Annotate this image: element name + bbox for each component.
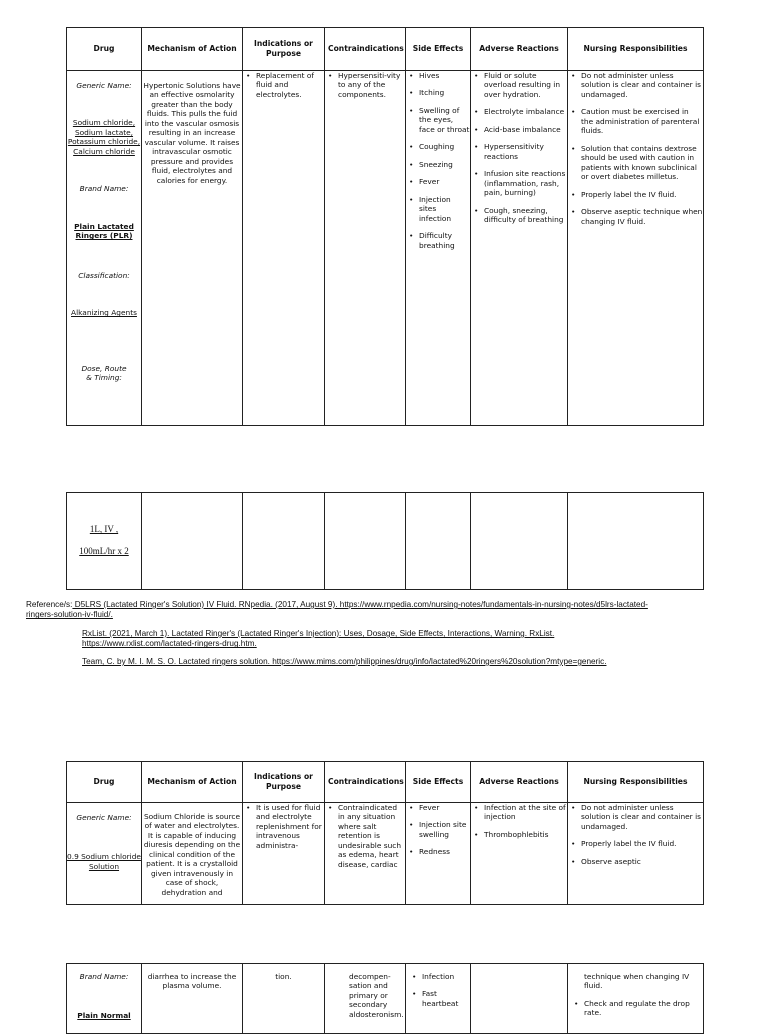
mechanism-cell: Hypertonic Solutions have an effective osmolarity greater than the body fluids. This pulls the fuid into the vascular osmosis resulting in an increase vascular volume. It raises intravascular osmotic pressure and provides fluid, electrolytes and calories for energy. [142, 71, 243, 426]
reference-2 [82, 629, 762, 650]
empty-cell [325, 493, 406, 590]
brand-name-label: Brand Name: [79, 972, 129, 981]
side-effects-cell [406, 964, 471, 1034]
brand-name-value: Plain Normal [77, 1011, 131, 1021]
list-item: • Sneezing [406, 160, 470, 169]
reference-2-text[interactable]: RxList. (2021, March 1). Lactated Ringer's (Lactated Ringer's Injection): Uses, Dosage, Side Effects, Interactions, Warning. RxList. [82, 629, 555, 638]
list-item: • Hives [406, 71, 470, 80]
drug-cell [67, 71, 142, 426]
brand-name-label: Brand Name: [79, 184, 129, 194]
contraindications-cont: decompen-sation and primary or secondary aldosteronism. [349, 972, 404, 1019]
classification-label: Classification: [78, 270, 130, 280]
drug-cell [67, 964, 142, 1034]
side-effects-cell [406, 803, 471, 905]
contraindications-list [325, 71, 405, 99]
list-item: • Injection site swelling [406, 820, 470, 839]
list-item: • Itching [406, 88, 470, 97]
reference-1-cont[interactable]: ringers-solution-iv-fluid/. [26, 610, 113, 620]
indications-list [243, 803, 324, 850]
dose-table-1 [66, 492, 704, 590]
header-adverse-reactions: Adverse Reactions [471, 28, 568, 71]
adverse-reactions-list [471, 71, 567, 225]
list-item: • Properly label the IV fluid. [568, 839, 703, 848]
side-effects-list [406, 71, 470, 250]
header-mechanism: Mechanism of Action [142, 762, 243, 803]
list-item: • Redness [406, 847, 470, 856]
indications-cont: tion. [275, 972, 292, 981]
nursing-list [568, 71, 703, 226]
contraindications-cell [325, 964, 406, 1034]
reference-3-text[interactable]: Team, C. by M. I. M. S. O. Lactated ringers solution. https://www.mims.com/philippines/drug/info/lactated%20ringers%20solution?mtype=generic. [82, 657, 607, 666]
list-item: • Check and regulate the drop rate. [571, 999, 701, 1018]
header-side-effects: Side Effects [406, 28, 471, 71]
list-item: • Electrolyte imbalance [471, 107, 567, 116]
side-effects-cell [406, 71, 471, 426]
header-contraindications: Contraindications [325, 762, 406, 803]
references-label: Reference/s: [26, 600, 73, 609]
reference-3 [82, 657, 762, 667]
mechanism-cell: diarrhea to increase the plasma volume. [142, 964, 243, 1034]
adverse-reactions-cell [471, 964, 568, 1034]
header-drug: Drug [67, 762, 142, 803]
list-item: • Difficulty breathing [406, 231, 470, 250]
header-adverse-reactions: Adverse Reactions [471, 762, 568, 803]
list-item: • Caution must be exercised in the administration of parenteral fluids. [568, 107, 703, 135]
list-item: • Infusion site reactions (inflammation, rash, pain, burning) [471, 169, 567, 197]
brand-name-value: Plain Lactated Ringers (PLR) [74, 221, 134, 241]
list-item: • Contraindicated in any situation where salt retention is undesirable such as edema, heart disease, cardiac [325, 803, 405, 869]
contraindications-cell [325, 803, 406, 905]
reference-2-cont[interactable]: https://www.rxlist.com/lactated-ringers-drug.htm. [82, 639, 257, 649]
indications-cell [243, 964, 325, 1034]
header-contraindications: Contraindications [325, 28, 406, 71]
header-nursing: Nursing Responsibilities [568, 762, 704, 803]
drug-table-2 [66, 761, 704, 905]
drug-table-2-continued [66, 963, 704, 1034]
list-item: • Hypersensitivity reactions [471, 142, 567, 161]
dose-line-1: 1L, IV , [89, 524, 119, 534]
list-item: • It is used for fluid and electrolyte replenishment for intravenous administra- [243, 803, 324, 850]
contraindications-cell [325, 71, 406, 426]
header-drug: Drug [67, 28, 142, 71]
list-item: • Do not administer unless solution is clear and container is undamaged. [568, 803, 703, 831]
generic-name-item: Sodium lactate, [74, 127, 134, 137]
list-item: • Acid-base imbalance [471, 125, 567, 134]
generic-name-label: Generic Name: [76, 813, 132, 822]
empty-cell [471, 493, 568, 590]
nursing-list [571, 999, 701, 1018]
side-effects-list [406, 803, 470, 857]
header-side-effects: Side Effects [406, 762, 471, 803]
generic-name-item: Calcium chloride [73, 146, 135, 156]
list-item: • Fever [406, 803, 470, 812]
list-item: • Observe aseptic technique when changing IV fluid. [568, 207, 703, 226]
generic-name-item: Potassium chloride, [67, 137, 141, 147]
header-indications: Indications or Purpose [243, 28, 325, 71]
mechanism-cell: Sodium Chloride is source of water and electrolytes. It is capable of inducing diuresis depending on the clinical condition of the patient. It is a crystalloid given intravenously in case of shock, dehydration and [142, 803, 243, 905]
generic-name-item: 0.9 Sodium chloride [67, 852, 141, 862]
list-item: • Replacement of fluid and electrolytes. [243, 71, 324, 99]
adverse-reactions-cell [471, 71, 568, 426]
list-item: • Cough, sneezing, difficulty of breathing [471, 206, 567, 225]
list-item: • Fever [406, 177, 470, 186]
nursing-cell [568, 71, 704, 426]
list-item: • Infection [409, 972, 468, 981]
side-effects-list [406, 964, 470, 1008]
list-item: • Hypersensiti-vity to any of the components. [325, 71, 405, 99]
list-item: • Properly label the IV fluid. [568, 190, 703, 199]
list-item: • Thrombophlebitis [471, 830, 567, 839]
list-item: • Observe aseptic [568, 857, 703, 866]
indications-cell [243, 71, 325, 426]
header-mechanism: Mechanism of Action [142, 28, 243, 71]
nursing-list [568, 803, 703, 866]
list-item: • Infection at the site of injection [471, 803, 567, 822]
drug-cell [67, 803, 142, 905]
adverse-reactions-list [471, 803, 567, 839]
nursing-cell [568, 964, 704, 1034]
empty-cell [406, 493, 471, 590]
list-item: • Swelling of the eyes, face or throat [406, 106, 470, 134]
list-item: • Injection sites infection [406, 195, 470, 223]
generic-name-item: Sodium chloride, [72, 118, 136, 128]
dose-cell [67, 493, 142, 590]
empty-cell [568, 493, 704, 590]
drug-table-1 [66, 27, 704, 426]
dose-label: Dose, Route & Timing: [81, 363, 127, 383]
list-item: • Fast heartbeat [409, 989, 468, 1008]
generic-name-item: Solution [88, 861, 120, 871]
classification-value: Alkanizing Agents [71, 308, 137, 318]
list-item: • Fluid or solute overload resulting in over hydration. [471, 71, 567, 99]
nursing-cont: technique when changing IV fluid. [584, 972, 690, 991]
references [26, 600, 761, 621]
header-nursing: Nursing Responsibilities [568, 28, 704, 71]
contraindications-list [325, 803, 405, 869]
reference-1 [26, 600, 761, 610]
reference-1-text[interactable]: D5LRS (Lactated Ringer's Solution) IV Fluid. RNpedia. (2017, August 9). https://www.rnpedia.com/nursing-notes/fundamentals-in-nursing-notes/d5lrs-lactated- [72, 600, 648, 609]
indications-cell [243, 803, 325, 905]
list-item: • Coughing [406, 142, 470, 151]
header-indications: Indications or Purpose [243, 762, 325, 803]
list-item: • Solution that contains dextrose should be used with caution in patients with known subclinical or overt diabetes milletus. [568, 144, 703, 182]
nursing-cell [568, 803, 704, 905]
list-item: • Do not administer unless solution is clear and container is undamaged. [568, 71, 703, 99]
indications-list [243, 71, 324, 99]
dose-line-2: 100mL/hr x 2 [79, 545, 129, 556]
empty-cell [142, 493, 243, 590]
generic-name-label: Generic Name: [76, 81, 132, 90]
empty-cell [243, 493, 325, 590]
adverse-reactions-cell [471, 803, 568, 905]
